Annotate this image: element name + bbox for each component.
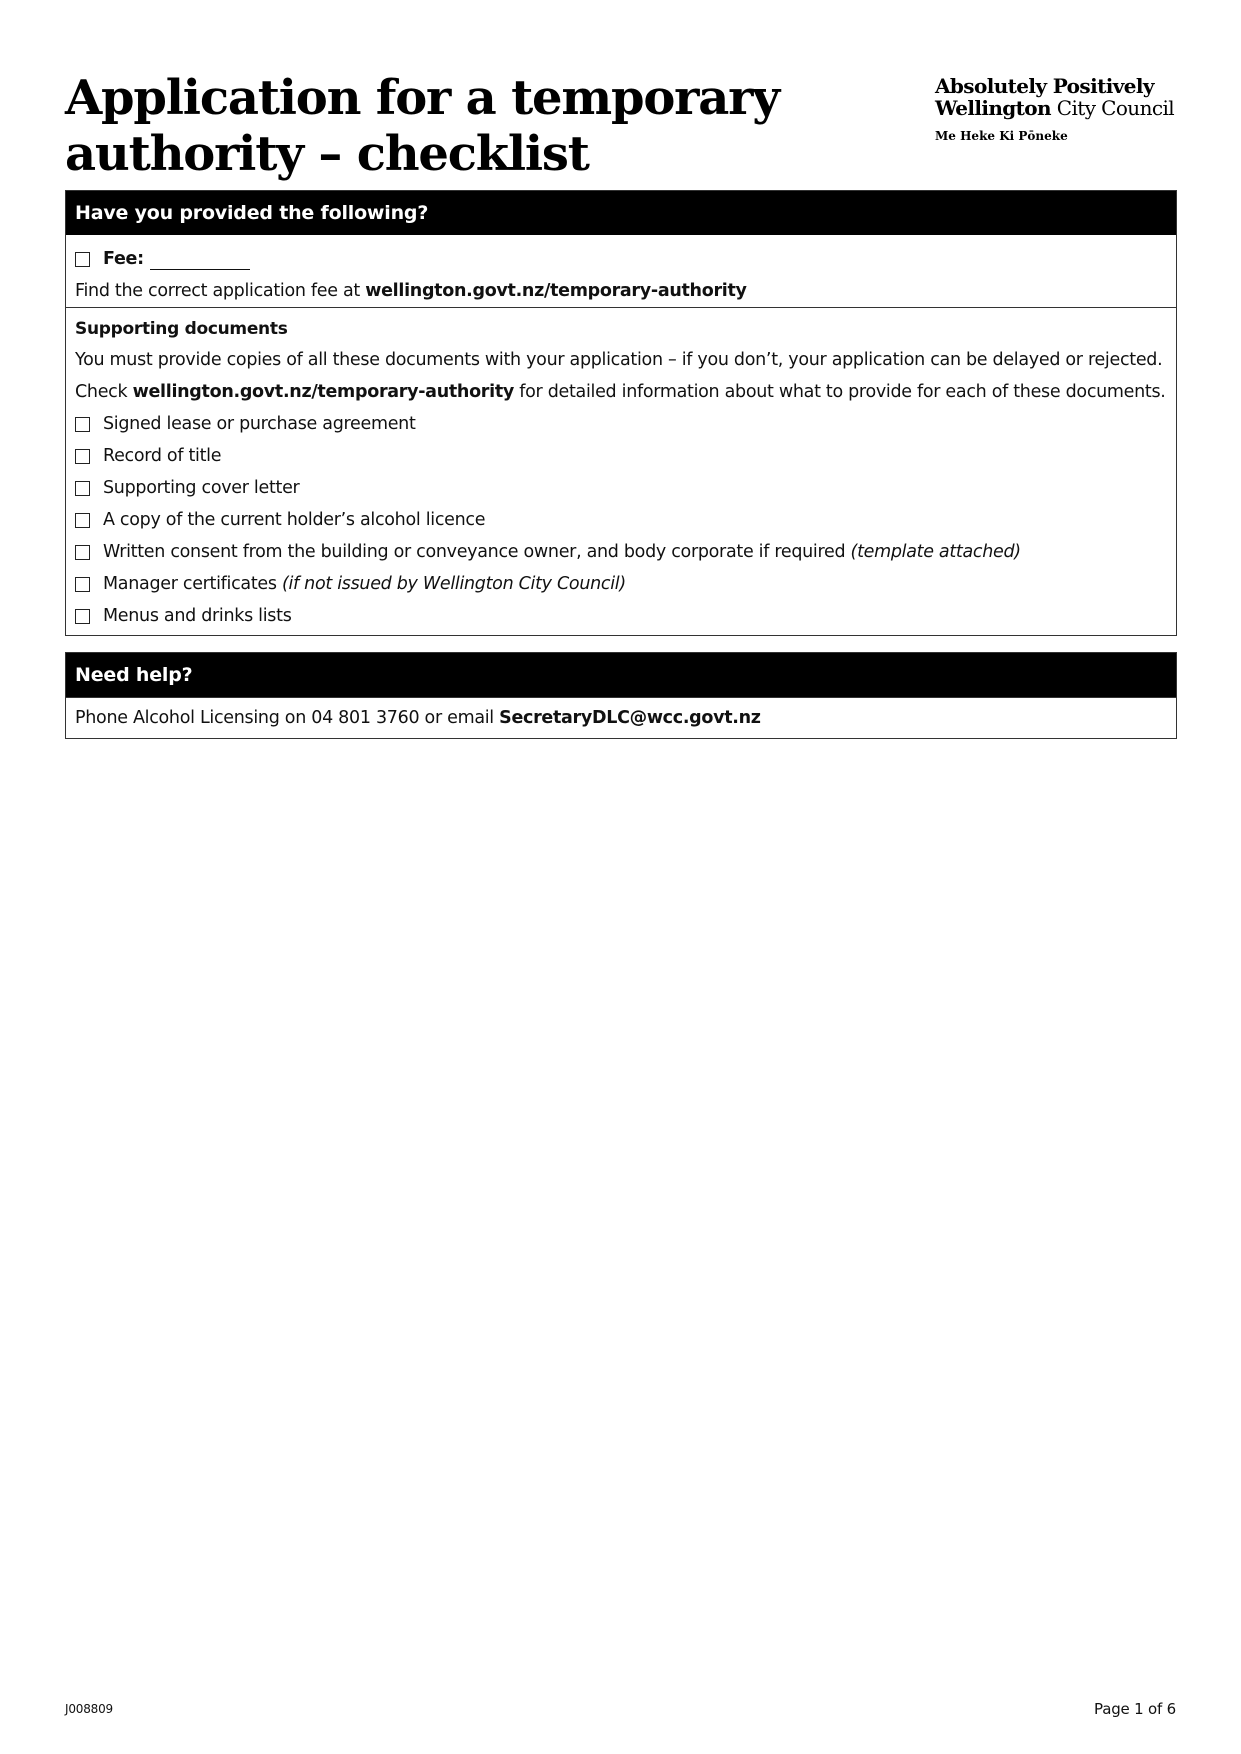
logo-line-1: Absolutely Positively [935,74,1154,98]
help-email-link[interactable]: SecretaryDLC@wcc.govt.nz [499,708,761,728]
checklist-panel [65,190,1177,636]
item-label [103,568,626,600]
supporting-check [75,376,1167,408]
fee-section [66,235,1176,307]
item-checkbox[interactable] [75,577,90,592]
item-label: Supporting cover letter [103,478,300,498]
item-label: Menus and drinks lists [103,606,292,626]
item-label: A copy of the current holder’s alcohol licence [103,510,486,530]
item-note: (if not issued by Wellington City Council) [281,574,626,594]
item-checkbox[interactable] [75,417,90,432]
fee-checkbox[interactable] [75,252,90,267]
item-note: (template attached) [850,542,1021,562]
list-item [75,408,1167,440]
checklist-header: Have you provided the following? [66,191,1176,235]
item-checkbox[interactable] [75,545,90,560]
help-phone-text: Phone Alcohol Licensing on 04 801 3760 or email [75,708,500,728]
supporting-intro: You must provide copies of all these documents with your application – if you don’t, your application can be delayed or rejected. [75,350,1163,370]
help-panel [65,652,1177,739]
item-checkbox[interactable] [75,609,90,624]
document-code: J008809 [65,1702,113,1716]
logo-line-2 [935,97,1180,119]
supporting-link[interactable]: wellington.govt.nz/temporary-authority [132,382,515,402]
fee-info [75,275,1167,307]
help-text [66,697,1176,738]
fee-row [75,243,1167,275]
list-item [75,536,1167,568]
list-item [75,504,1167,536]
check-suffix: for detailed information about what to provide for each of these documents. [514,382,1166,402]
page-title-line-2: authority – checklist [65,126,589,182]
item-label: Signed lease or purchase agreement [103,414,416,434]
item-label: Record of title [103,446,222,466]
fee-link[interactable]: wellington.govt.nz/temporary-authority [365,281,747,301]
logo-city-council: City Council [1051,96,1175,120]
item-checkbox[interactable] [75,449,90,464]
page-title [65,70,825,182]
fee-input[interactable] [150,249,250,270]
supporting-documents-title: Supporting documents [75,319,288,339]
logo-wellington: Wellington [935,96,1051,120]
check-prefix: Check [75,382,133,402]
supporting-documents-section [66,307,1176,635]
help-header: Need help? [66,653,1176,697]
item-checkbox[interactable] [75,513,90,528]
item-label [103,536,1021,568]
page-number: Page 1 of 6 [1094,1700,1176,1718]
list-item [75,568,1167,600]
item-text: Manager certificates [103,574,282,594]
item-text: Written consent from the building or conveyance owner, and body corporate if required [103,542,851,562]
council-logo [935,76,1180,143]
logo-tagline: Me Heke Ki Pōneke [935,129,1068,143]
fee-label: Fee: [103,249,144,269]
list-item [75,600,1167,632]
item-checkbox[interactable] [75,481,90,496]
fee-info-text: Find the correct application fee at [75,281,366,301]
list-item [75,440,1167,472]
page-title-line-1: Application for a temporary [65,70,779,126]
list-item [75,472,1167,504]
